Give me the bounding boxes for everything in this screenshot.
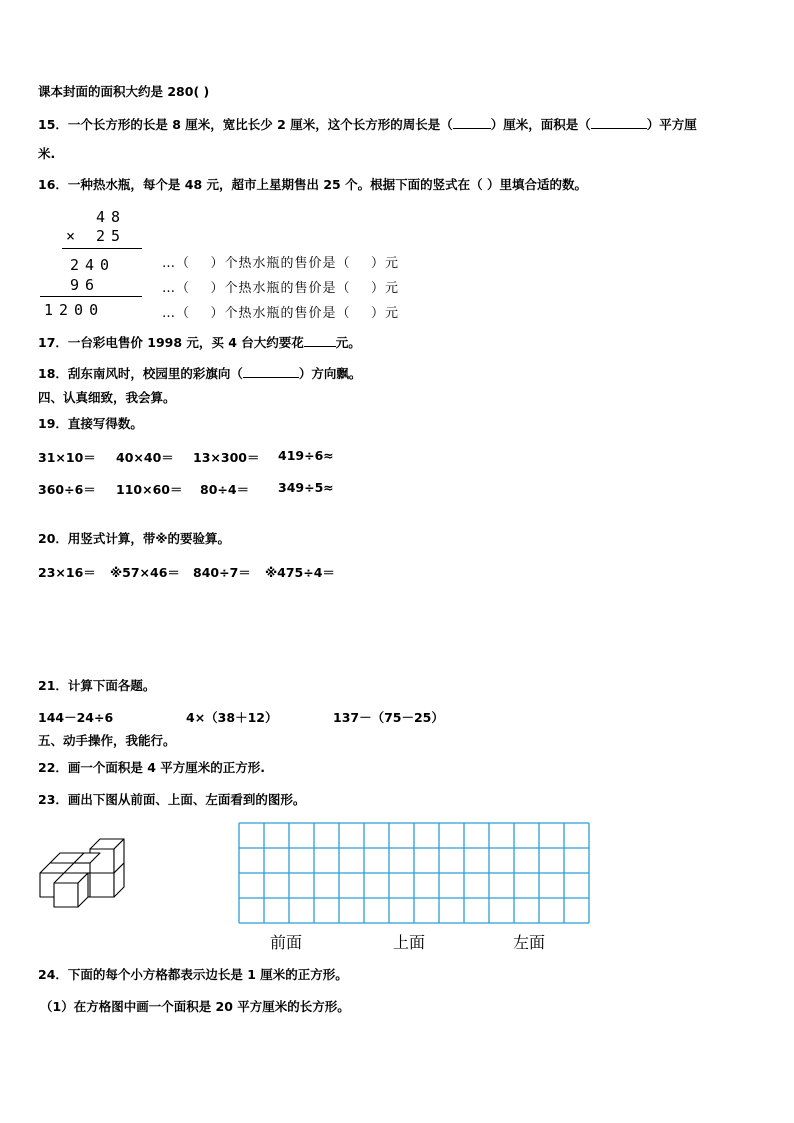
q20-expr-2: ※57×46＝ [110,565,180,580]
q14-tail: 课本封面的面积大约是 280( ) [38,84,210,99]
q15-line1 [38,116,697,133]
q15-blank-perimeter[interactable] [453,116,491,129]
q17-line [38,334,361,351]
q20-expr-4: ※475÷4＝ [265,565,335,580]
q19-expr-1: 31×10＝ [38,450,96,465]
q19-expr-5: 360÷6＝ [38,482,96,497]
cube-stack-figure [36,832,132,916]
q16-result: 1200 [44,301,105,319]
q19-title: 19．直接写得数。 [38,416,143,431]
q16-fill-1: …（ ）个热水瓶的售价是（ ）元 [162,256,400,271]
q19-expr-4: 419÷6≈ [278,448,334,463]
q16-multiplier: 25 [96,227,127,245]
q18-text-a: 18．刮东南风时，校园里的彩旗向（ [38,366,243,381]
q16-question: 16．一种热水瓶，每个是 48 元，超市上星期售出 25 个。根据下面的竖式在（ ）里填合适的数。 [38,177,587,192]
q23-title: 23．画出下图从前面、上面、左面看到的图形。 [38,792,306,807]
label-front-view: 前面 [270,933,303,952]
q18-text-b: ）方向飘。 [298,366,362,381]
q19-expr-8: 349÷5≈ [278,480,334,495]
q20-title: 20．用竖式计算，带※的要验算。 [38,531,231,546]
q19-expr-6: 110×60＝ [116,482,183,497]
drawing-grid[interactable] [238,822,590,925]
q15-text-a: 15．一个长方形的长是 8 厘米，宽比长少 2 厘米，这个长方形的周长是（ [38,117,453,132]
q21-expr-2: 4×（38＋12） [186,710,278,725]
q24-title: 24．下面的每个小方格都表示边长是 1 厘米的正方形。 [38,967,348,982]
q22-text: 22．画一个面积是 4 平方厘米的正方形. [38,760,266,775]
q16-fill-2: …（ ）个热水瓶的售价是（ ）元 [162,281,400,296]
q17-blank[interactable] [304,334,336,347]
q21-expr-1: 144－24÷6 [38,710,114,725]
q18-line [38,365,361,382]
label-left-view: 左面 [513,933,546,952]
q16-rule-2 [40,296,142,297]
q15-blank-area[interactable] [591,116,647,129]
q16-partial-1: 240 [70,256,116,274]
q17-text-b: 元。 [335,335,361,350]
q16-operator: × [66,227,82,245]
section-5-heading: 五、动手操作，我能行。 [38,733,176,748]
q20-expr-1: 23×16＝ [38,565,96,580]
q24-sub-1: （1）在方格图中画一个面积是 20 平方厘米的长方形。 [40,999,350,1014]
q21-expr-3: 137－（75－25） [333,710,444,725]
q17-text-a: 17．一台彩电售价 1998 元，买 4 台大约要花 [38,335,304,350]
q19-expr-3: 13×300＝ [193,450,260,465]
q16-multiplicand: 48 [96,208,127,226]
q15-line2: 米. [38,146,56,161]
section-4-heading: 四、认真细致，我会算。 [38,390,176,405]
q20-expr-3: 840÷7＝ [193,565,251,580]
q16-rule-1 [62,248,142,249]
q16-partial-2: 96 [70,276,101,294]
q19-expr-7: 80÷4＝ [200,482,250,497]
q18-blank[interactable] [243,365,299,378]
q16-fill-3: …（ ）个热水瓶的售价是（ ）元 [162,306,400,321]
q19-expr-2: 40×40＝ [116,450,174,465]
q15-text-c: ）平方厘 [646,117,697,132]
q21-title: 21．计算下面各题。 [38,678,156,693]
label-top-view: 上面 [393,933,426,952]
q15-text-b: ）厘米，面积是（ [490,117,591,132]
